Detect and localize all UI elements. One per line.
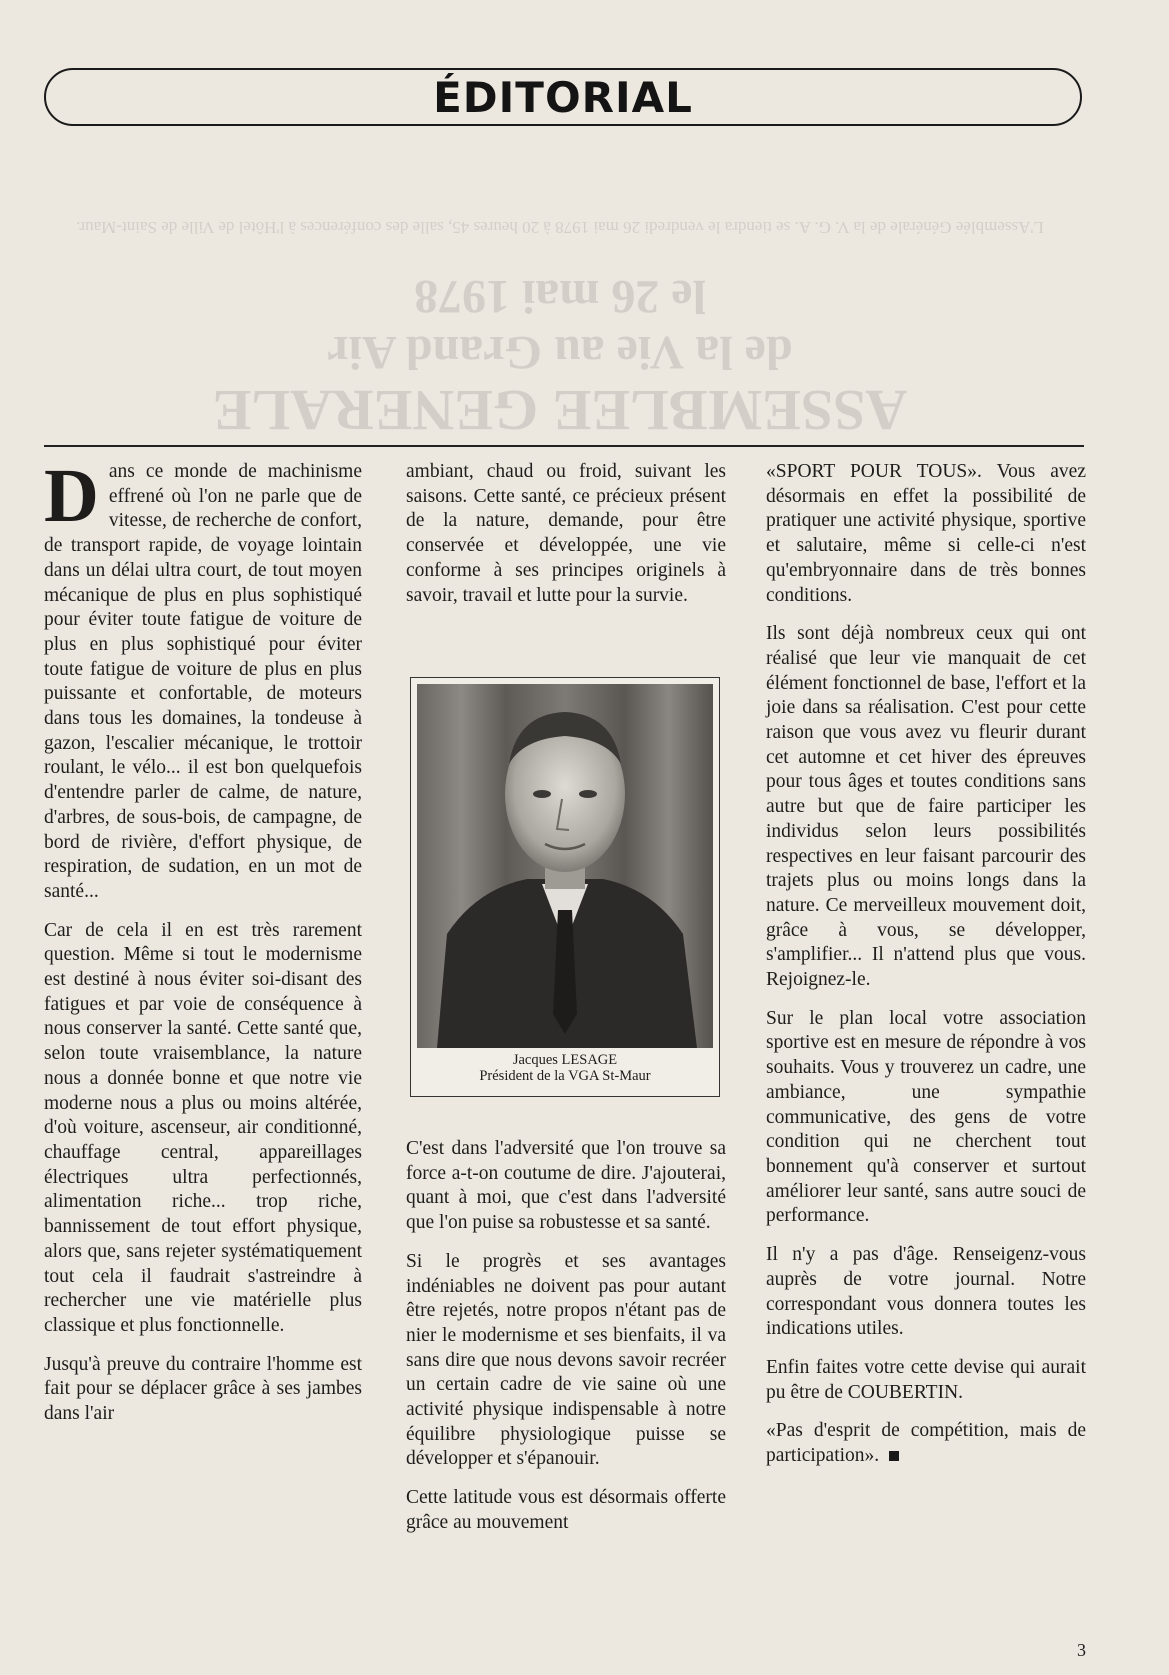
article-column-2	[406, 460, 726, 622]
editorial-banner	[44, 68, 1082, 126]
article-paragraph: Ils sont déjà nombreux ceux qui ont réalisé que leur vie manquait de cet élément fonctionnel de base, l'effort et la joie dans sa réalisation. C'est pour cette raison que vous avez vu fleurir durant cet automne et cet hiver des épreuves pour tous âges et toutes conditions sans autre but que de faire participer les individus selon leurs possibilités respectives en leur faisant parcourir des trajets plus ou moins longs dans la nature. Ce merveilleux mouvement doit, grâce à vous, se développer, s'amplifier... Il n'attend plus que vous. Rejoignez-le.	[766, 623, 1086, 991]
bleed-through-text	[40, 110, 1080, 443]
bleed-line-3: le 26 mai 1978	[414, 270, 706, 323]
header-divider	[44, 445, 1084, 447]
page-number: 3	[1077, 1640, 1086, 1660]
drop-cap: D	[44, 454, 99, 538]
article-column-1	[44, 454, 362, 1441]
article-paragraph: Sur le plan local votre association sportive est en mesure de répondre à vos souhaits. Vous y trouverez un cadre, une ambiance, une sympathie communicative, des gens de votre condition qui ne cherchent tout bonnement qu'à conserver et surtout améliorer leur santé, sans autre souci de performance.	[766, 1007, 1086, 1227]
bleed-line-2: de la Vie au Grand Air	[327, 326, 793, 379]
article-paragraph	[766, 1419, 1086, 1468]
article-paragraph: Car de cela il en est très rarement question. Même si tout le modernisme est destiné à nous éviter soi-disant des fatigues et par voie de conséquence à nous conserver la santé. Cette santé que, selon toute vraisemblance, la nature nous a donnée bonne et que notre vie moderne nous a plus ou moins altérée, d'où voiture, ascenseur, air conditionné, chauffage central, appareillages électriques ultra perfectionnés, alimentation riche... trop riche, bannissement de tout effort physique, alors que, sans rejeter systématiquement tout cela il faudrait s'astreindre à rechercher une vie matérielle plus classique et plus fonctionnelle.	[44, 919, 362, 1336]
portrait-photo-frame	[410, 677, 720, 1097]
article-paragraph: Enfin faites votre cette devise qui aurait pu être de COUBERTIN.	[766, 1356, 1086, 1403]
article-paragraph: Cette latitude vous est désormais offerte grâce au mouvement	[406, 1487, 726, 1533]
closing-quote: «Pas d'esprit de compétition, mais de participation».	[766, 1420, 1086, 1467]
caption-role: Président de la VGA St-Maur	[479, 1068, 651, 1084]
portrait-photo	[417, 684, 713, 1048]
photo-caption	[411, 1052, 719, 1084]
caption-name: Jacques LESAGE	[512, 1052, 618, 1068]
portrait-image	[417, 684, 713, 1048]
article-column-2-continued	[406, 1137, 726, 1550]
article-paragraph: Jusqu'à preuve du contraire l'homme est fait pour se déplacer grâce à ses jambes dans l'air	[44, 1353, 362, 1425]
article-paragraph: C'est dans l'adversité que l'on trouve sa force a-t-on coutume de dire. J'ajouterai, quant à moi, que c'est dans l'adversité que l'on puise sa robustesse et sa santé.	[406, 1138, 726, 1234]
article-paragraph: «SPORT POUR TOUS». Vous avez désormais en effet la possibilité de pratiquer une activité physique, sportive et salutaire, même si celle-ci n'est qu'embryonnaire dans de très bonnes conditions.	[766, 461, 1086, 606]
bleed-line-1: ASSEMBLEE GENERALE	[212, 378, 908, 443]
article-paragraph: Si le progrès et ses avantages indéniables ne doivent pas pour autant être rejetés, notre propos n'étant pas de nier le modernisme et ses bienfaits, il va sans dire que nous devons savoir recréer un certain cadre de vie saine où une activité physique indispensable à notre équilibre physiologique puisse se développer et s'épanouir.	[406, 1250, 726, 1470]
article-paragraph	[44, 454, 362, 905]
bleed-line-4: L'Assemblée Générale de la V. G. A. se tiendra le vendredi 26 mai 1978 à 20 heures 45, salle des conférences à l'Hôtel de Ville de Saint-Maur.	[76, 218, 1044, 237]
page-title: ÉDITORIAL	[433, 72, 693, 122]
paragraph-text: ans ce monde de machinisme effrené où l'on ne parle que de vitesse, de recherche de confort, de transport rapide, de voyage lointain dans un délai ultra court, de tout moyen mécanique de plus en plus sophistiqué pour éviter toute fatigue de voiture de plus en plus sophistiqué pour éviter toute fatigue de voiture de plus en plus puissante et confortable, de moteurs dans tous les domaines, la tondeuse à gazon, l'escalier mécanique, le trottoir roulant, le vélo... il est bon quelquefois d'entendre parler de calme, de nature, d'arbres, de sous-bois, de campagne, de bord de rivière, d'effort physique, de respiration, de sudation, en un mot de santé...	[44, 461, 362, 902]
article-column-3	[766, 460, 1086, 1483]
article-paragraph: ambiant, chaud ou froid, suivant les saisons. Cette santé, ce précieux présent de la nature, demande, pour être conservée et développée, une vie conforme à ses principes originels à savoir, travail et lutte pour la survie.	[406, 461, 726, 606]
article-paragraph: Il n'y a pas d'âge. Renseigenz-vous auprès de votre journal. Notre correspondant vous donnera toutes les indications utiles.	[766, 1244, 1086, 1340]
end-mark-icon	[889, 1451, 899, 1461]
